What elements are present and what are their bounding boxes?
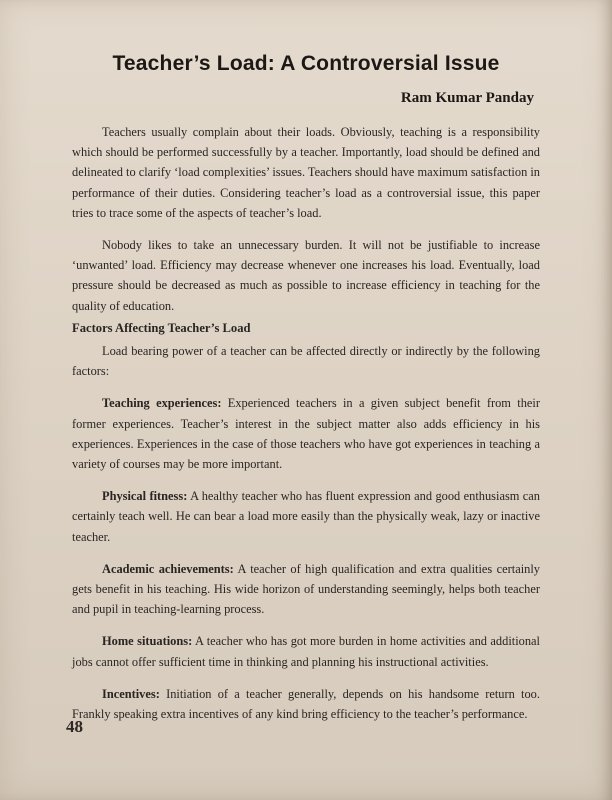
factor-text: A teacher who has got more burden in home activities and additional jobs cannot offer sufficient time in thinking and planning his instructional activities. — [72, 634, 540, 669]
factor-teaching-experiences — [72, 393, 540, 474]
factor-text: Initiation of a teacher generally, depends on his handsome return too. Frankly speaking extra incentives of any kind bring efficiency to the teacher’s performance. — [72, 686, 540, 722]
factor-label: Home situations: — [102, 634, 193, 649]
page-number: 48 — [66, 717, 83, 736]
article-body — [72, 122, 540, 736]
factor-text: A healthy teacher who has fluent expression and good enthusiasm can certainly teach well. He can bear a load more easily than the physically weak, lazy or inactive teacher. — [72, 489, 541, 544]
section-intro: Load bearing power of a teacher can be affected directly or indirectly by the following factors: — [72, 344, 540, 379]
factor-text: Experienced teachers in a given subject benefit from their former experiences. Teacher’s interest in the subject matter also adds efficiency in his experiences. Experiences in the case of those teachers who have got experiences in teaching a variety of courses may be more important. — [72, 396, 540, 472]
section-heading: Factors Affecting Teacher’s Load — [72, 320, 251, 335]
factor-label: Academic achievements: — [102, 561, 234, 576]
factor-text: A teacher of high qualification and extra qualities certainly gets benefit in his teaching. His wide horizon of understanding seemingly, helps both teacher and pupil in teaching-learning process. — [72, 561, 540, 617]
paragraph-burden: Nobody likes to take an unnecessary burden. It will not be justifiable to increase ‘unwanted’ load. Efficiency may decrease whenever one increases his load. Eventually, load pressure should be decreased as much as possible to increase efficiency in teaching for the quality of education. — [72, 238, 540, 313]
article-title: Teacher’s Load: A Controversial Issue — [112, 52, 500, 75]
factor-label: Incentives: — [102, 686, 160, 701]
paragraph-intro: Teachers usually complain about their loads. Obviously, teaching is a responsibility which should be performed successfully by a teacher. Importantly, load should be defined and delineated to clarify ‘load complexities’ issues. Teachers should have maximum satisfaction in performance of their duties. Considering teacher’s load as a controversial issue, this paper tries to trace some of the aspects of teacher’s load. — [72, 125, 541, 220]
factor-physical-fitness — [72, 486, 540, 547]
factor-label: Teaching experiences: — [102, 396, 222, 411]
factor-home-situations — [72, 631, 540, 671]
author-name: Ram Kumar Panday — [400, 90, 534, 106]
factor-label: Physical fitness: — [102, 489, 188, 504]
factor-academic-achievements — [72, 559, 540, 620]
factor-incentives — [72, 684, 540, 724]
